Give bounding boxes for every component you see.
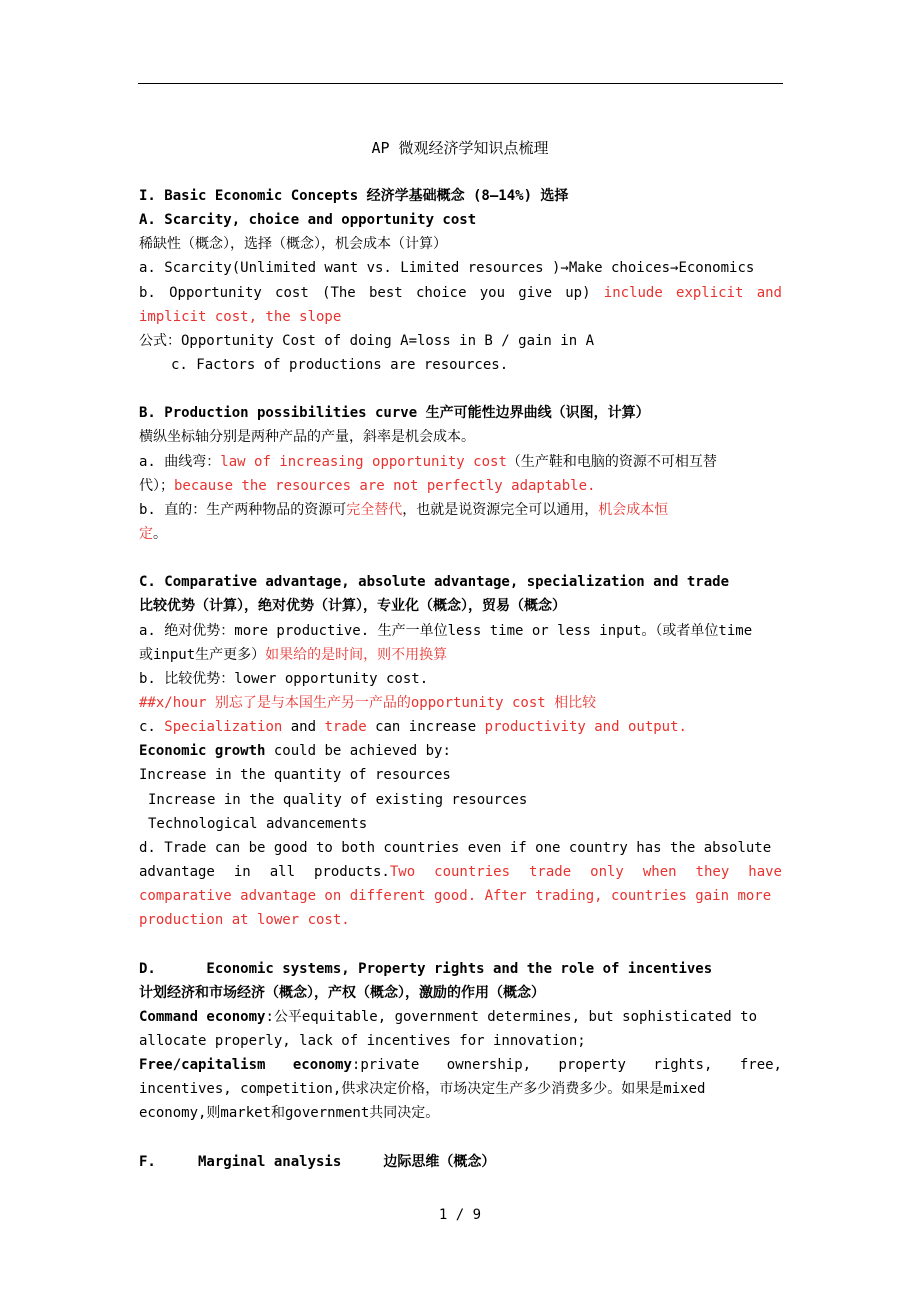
free-economy-line: Free/capitalism economy:private ownership, property rights, free,: [139, 1057, 782, 1074]
economic-growth-line: Economic growth could be achieved by:: [139, 743, 451, 760]
header-rule: [138, 83, 783, 84]
specialization-line: c. Specialization and trade can increase productivity and output.: [139, 719, 687, 736]
trade-line: d. Trade can be good to both countries even if one country has the absolute: [139, 839, 772, 856]
blank-line: [139, 377, 782, 401]
section-c-heading-chinese: 比较优势（计算），绝对优势（计算），专业化（概念），贸易（概念）: [139, 598, 566, 615]
ppc-intro: 横纵坐标轴分别是两种产品的产量，斜率是机会成本。: [139, 429, 475, 446]
formula-line: 公式：Opportunity Cost of doing A=loss in B / gain in A: [139, 332, 595, 349]
section-b-heading: B. Production possibilities curve 生产可能性边界曲线（识图，计算）: [139, 405, 650, 422]
section-d-heading: D. Economic systems, Property rights and the role of incentives: [139, 960, 713, 977]
section-d-heading-chinese: 计划经济和市场经济（概念），产权（概念），激励的作用（概念）: [139, 984, 545, 1001]
free-economy-line-cont: economy,则market和government共同决定。: [139, 1105, 440, 1122]
growth-item: Technological advancements: [148, 815, 368, 832]
trade-line-cont: production at lower cost.: [139, 912, 350, 929]
section-1-heading: I. Basic Economic Concepts 经济学基础概念 (8–14%) 选择: [139, 188, 569, 204]
opportunity-cost-line-cont: implicit cost, the slope: [139, 308, 342, 325]
ppc-straight-line: b. 直的：生产两种物品的资源可完全替代，也就是说资源完全可以通用，机会成本恒: [139, 501, 669, 518]
section-f-heading: F. Marginal analysis 边际思维（概念）: [139, 1153, 496, 1170]
subsection-a-title: A. Scarcity, choice and opportunity cost: [139, 212, 477, 229]
comparative-advantage-line: b. 比较优势：lower opportunity cost.: [139, 670, 429, 687]
trade-line-cont: advantage in all products.Two countries trade only when they have: [139, 863, 782, 880]
page-number: 1 / 9: [438, 1207, 482, 1223]
ppc-curved-line: a. 曲线弯：law of increasing opportunity cost（生产鞋和电脑的资源不可相互替: [139, 453, 717, 470]
growth-item: Increase in the quantity of resources: [139, 767, 451, 784]
command-economy-line: Command economy:公平equitable, government determines, but sophisticated to: [139, 1008, 758, 1025]
absolute-advantage-line: a. 绝对优势：more productive. 生产一单位less time or less input。（或者单位time: [139, 622, 753, 639]
opportunity-cost-line: b. Opportunity cost (The best choice you give up) include explicit and: [139, 284, 782, 301]
blank-line: [139, 546, 782, 570]
blank-line: [139, 932, 782, 956]
blank-line: [139, 1125, 782, 1149]
subsection-a-chinese: 稀缺性（概念），选择（概念），机会成本（计算）: [139, 236, 447, 253]
section-c-heading: C. Comparative advantage, absolute advantage, specialization and trade: [139, 574, 730, 591]
document-body: [139, 184, 782, 1174]
growth-item: Increase in the quality of existing resources: [148, 791, 528, 808]
absolute-advantage-line-cont: 或input生产更多）如果给的是时间，则不用换算: [139, 646, 448, 663]
trade-line-cont: comparative advantage on different good. After trading, countries gain more: [139, 888, 772, 905]
ppc-straight-line-cont: 定。: [139, 525, 167, 542]
comparative-note: ##x/hour 别忘了是与本国生产另一产品的opportunity cost 相比较: [139, 694, 597, 711]
ppc-curved-line-cont: 代）；because the resources are not perfectly adaptable.: [139, 477, 596, 494]
free-economy-line-cont: incentives, competition,供求决定价格，市场决定生产多少消费多少。如果是mixed: [139, 1081, 706, 1098]
scarcity-line: a. Scarcity(Unlimited want vs. Limited resources )→Make choices→Economics: [139, 260, 755, 277]
factors-line: c. Factors of productions are resources.: [171, 356, 509, 373]
page-title: AP 微观经济学知识点梳理: [371, 139, 549, 157]
command-economy-line-cont: allocate properly, lack of incentives for innovation;: [139, 1032, 586, 1049]
